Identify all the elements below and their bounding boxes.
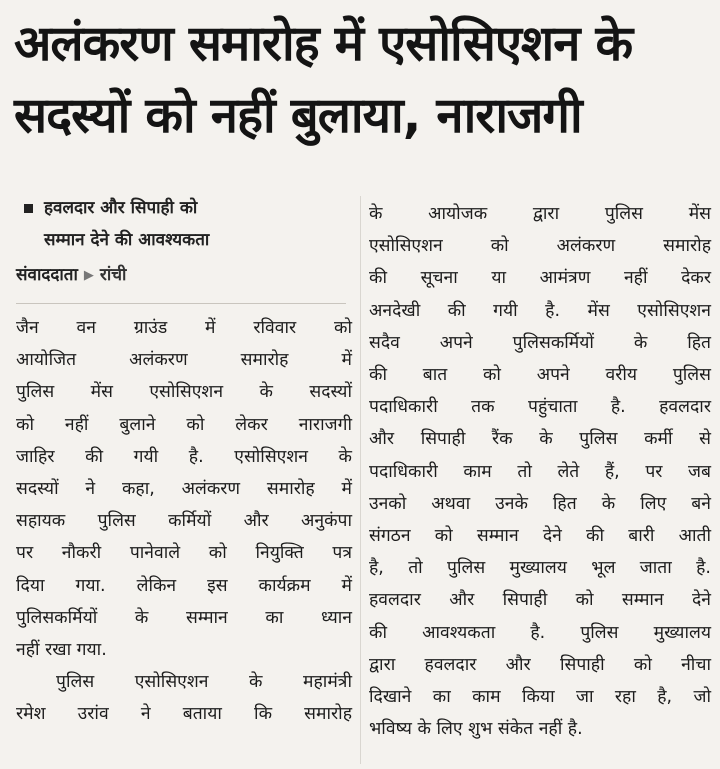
- body-line: की आवश्यकता है. पुलिस मुख्यालय: [369, 622, 711, 643]
- body-line: आयोजित अलंकरण समारोह में: [16, 350, 352, 371]
- byline: [10, 260, 352, 291]
- triangle-right-icon: ▶: [83, 268, 94, 283]
- right-column: [369, 198, 711, 745]
- body-line: पदाधिकारी तक पहुंचाता है. हवलदार: [369, 397, 711, 418]
- body-line: की सूचना या आमंत्रण नहीं देकर: [369, 268, 711, 289]
- body-line: एसोसिएशन को अलंकरण समारोह: [369, 236, 711, 257]
- body-line: उनको अथवा उनके हित के लिए बने: [369, 493, 711, 514]
- body-line: को नहीं बुलाने को लेकर नाराजगी: [16, 414, 352, 435]
- body-line: द्वारा हवलदार और सिपाही को नीचा: [369, 654, 711, 675]
- byline-rule: [16, 303, 346, 304]
- body-line: जैन वन ग्राउंड में रविवार को: [16, 318, 352, 338]
- byline-reporter: संवाददाता: [16, 265, 78, 285]
- body-line: दिया गया. लेकिन इस कार्यक्रम में: [16, 575, 352, 596]
- headline-line-2: सदस्यों को नहीं बुलाया, नाराजगी: [14, 87, 582, 144]
- body-line: पुलिसकर्मियों के सम्मान का ध्यान: [16, 607, 352, 628]
- subheadline: [10, 192, 352, 256]
- body-line: पुलिस मेंस एसोसिएशन के सदस्यों: [16, 382, 352, 403]
- headline-line-1: अलंकरण समारोह में एसोसिएशन के: [14, 15, 633, 72]
- subheadline-line-2: सम्मान देने की आवश्यकता: [44, 230, 210, 250]
- body-line: भविष्य के लिए शुभ संकेत नहीं है.: [369, 719, 583, 740]
- body-line: रमेश उरांव ने बताया कि समारोह: [16, 704, 352, 725]
- body-line: संगठन को सम्मान देने की बारी आती: [369, 526, 711, 547]
- body-line: हवलदार और सिपाही को सम्मान देने: [369, 590, 711, 611]
- subheadline-line-1: हवलदार और सिपाही को: [44, 198, 198, 218]
- body-line: की बात को अपने वरीय पुलिस: [369, 365, 711, 386]
- body-line: अनदेखी की गयी है. मेंस एसोसिएशन: [369, 300, 711, 321]
- right-paragraph: [369, 198, 711, 745]
- body-line: पर नौकरी पानेवाले को नियुक्ति पत्र: [16, 543, 352, 564]
- body-line: जाहिर की गयी है. एसोसिएशन के: [16, 446, 352, 467]
- body-line: नहीं रखा गया.: [16, 640, 107, 661]
- square-bullet-icon: [24, 204, 33, 213]
- body-line: और सिपाही रैंक के पुलिस कर्मी से: [369, 429, 711, 450]
- left-paragraph-2: [10, 666, 352, 730]
- byline-city: रांची: [99, 265, 127, 285]
- body-line: है, तो पुलिस मुख्यालय भूल जाता है.: [369, 558, 711, 579]
- column-divider: [360, 196, 361, 764]
- body-line: सदस्यों ने कहा, अलंकरण समारोह में: [16, 479, 352, 500]
- headline: [14, 8, 710, 152]
- left-column: [10, 192, 352, 731]
- left-paragraph-1: [10, 312, 352, 666]
- body-line: पुलिस एसोसिएशन के महामंत्री: [56, 672, 352, 693]
- body-line: दिखाने का काम किया जा रहा है, जो: [369, 687, 711, 708]
- body-line: पदाधिकारी काम तो लेते हैं, पर जब: [369, 461, 711, 482]
- body-line: सदैव अपने पुलिसकर्मियों के हित: [369, 332, 711, 353]
- body-line: सहायक पुलिस कर्मियों और अनुकंपा: [16, 511, 352, 532]
- body-line: के आयोजक द्वारा पुलिस मेंस: [369, 204, 711, 224]
